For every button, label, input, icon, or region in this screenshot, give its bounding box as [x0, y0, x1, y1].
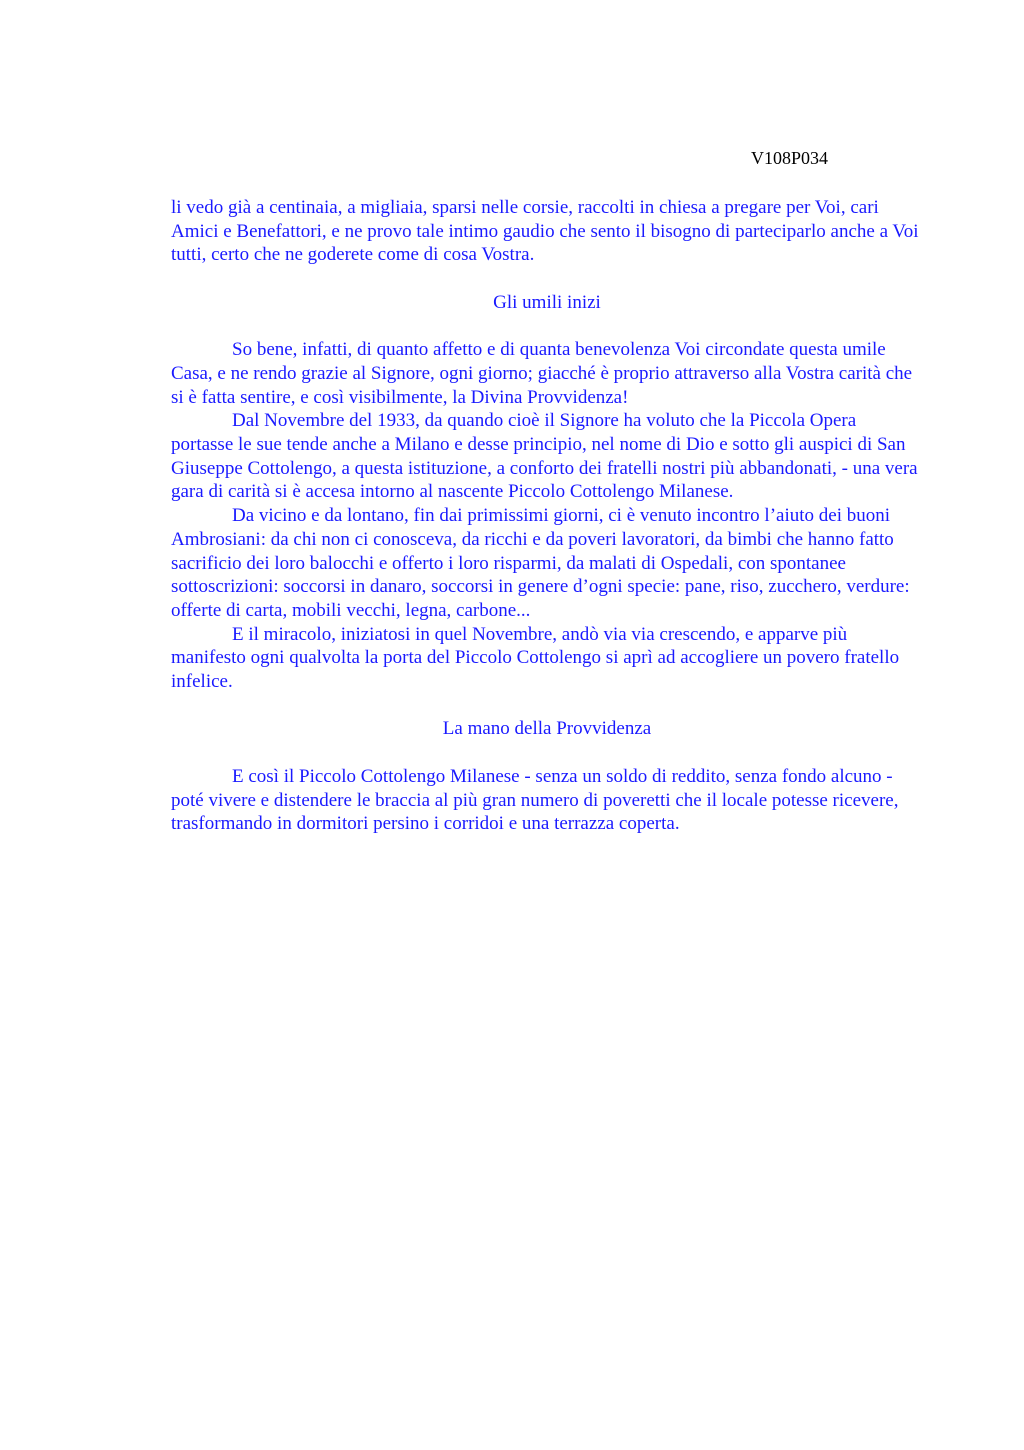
spacer — [171, 741, 923, 765]
document-body — [171, 196, 923, 836]
section-heading-umili-inizi: Gli umili inizi — [493, 291, 601, 313]
paragraph-da-vicino: Da vicino e da lontano, fin dai primissimi giorni, ci è venuto incontro l’aiuto dei buoni Ambrosiani: da chi non ci conosceva, da ricchi e da poveri lavoratori, da bimbi che hanno fatto sacrificio dei loro balocchi e offerto i loro risparmi, da malati di Ospedali, con spontanee sottoscrizioni: soccorsi in danaro, soccorsi in genere d’ogni specie: pane, riso, zucchero, verdure: offerte di carta, mobili vecchi, legna, carbone... — [171, 505, 910, 621]
paragraph-so-bene: So bene, infatti, di quanto affetto e di quanta benevolenza Voi circondate questa umile Casa, e ne rendo grazie al Signore, ogni giorno; giacché è proprio attraverso alla Vostra carità che si è fatta sentire, e così visibilmente, la Divina Provvidenza! — [171, 339, 913, 408]
spacer — [171, 267, 923, 291]
spacer — [171, 694, 923, 718]
paragraph-e-cosi: E così il Piccolo Cottolengo Milanese - senza un soldo di reddito, senza fondo alcuno - poté vivere e distendere le braccia al più gran numero di poveretti che il locale potesse ricevere, trasformando in dormitori persino i corridoi e una terrazza coperta. — [171, 765, 899, 835]
spacer — [171, 315, 923, 339]
section-heading-mano-provvidenza: La mano della Provvidenza — [442, 718, 652, 740]
page-code: V108P034 — [751, 148, 829, 168]
paragraph-intro: li vedo già a centinaia, a migliaia, sparsi nelle corsie, raccolti in chiesa a pregare per Voi, cari Amici e Benefattori, e ne provo tale intimo gaudio che sento il bisogno di parteciparlo anche a Voi tutti, certo che ne goderete come di cosa Vostra. — [171, 197, 919, 266]
paragraph-dal-novembre: Dal Novembre del 1933, da quando cioè il Signore ha voluto che la Piccola Opera portasse le sue tende anche a Milano e desse principio, nel nome di Dio e sotto gli auspici di San Giuseppe Cottolengo, a questa istituzione, a conforto dei fratelli nostri più abbandonati, - una vera gara di carità si è accesa intorno al nascente Piccolo Cottolengo Milanese. — [171, 410, 918, 503]
paragraph-il-miracolo: E il miracolo, iniziatosi in quel Novembre, andò via via crescendo, e apparve più manifesto ogni qualvolta la porta del Piccolo Cottolengo si aprì ad accogliere un povero fratello infelice. — [171, 623, 900, 693]
